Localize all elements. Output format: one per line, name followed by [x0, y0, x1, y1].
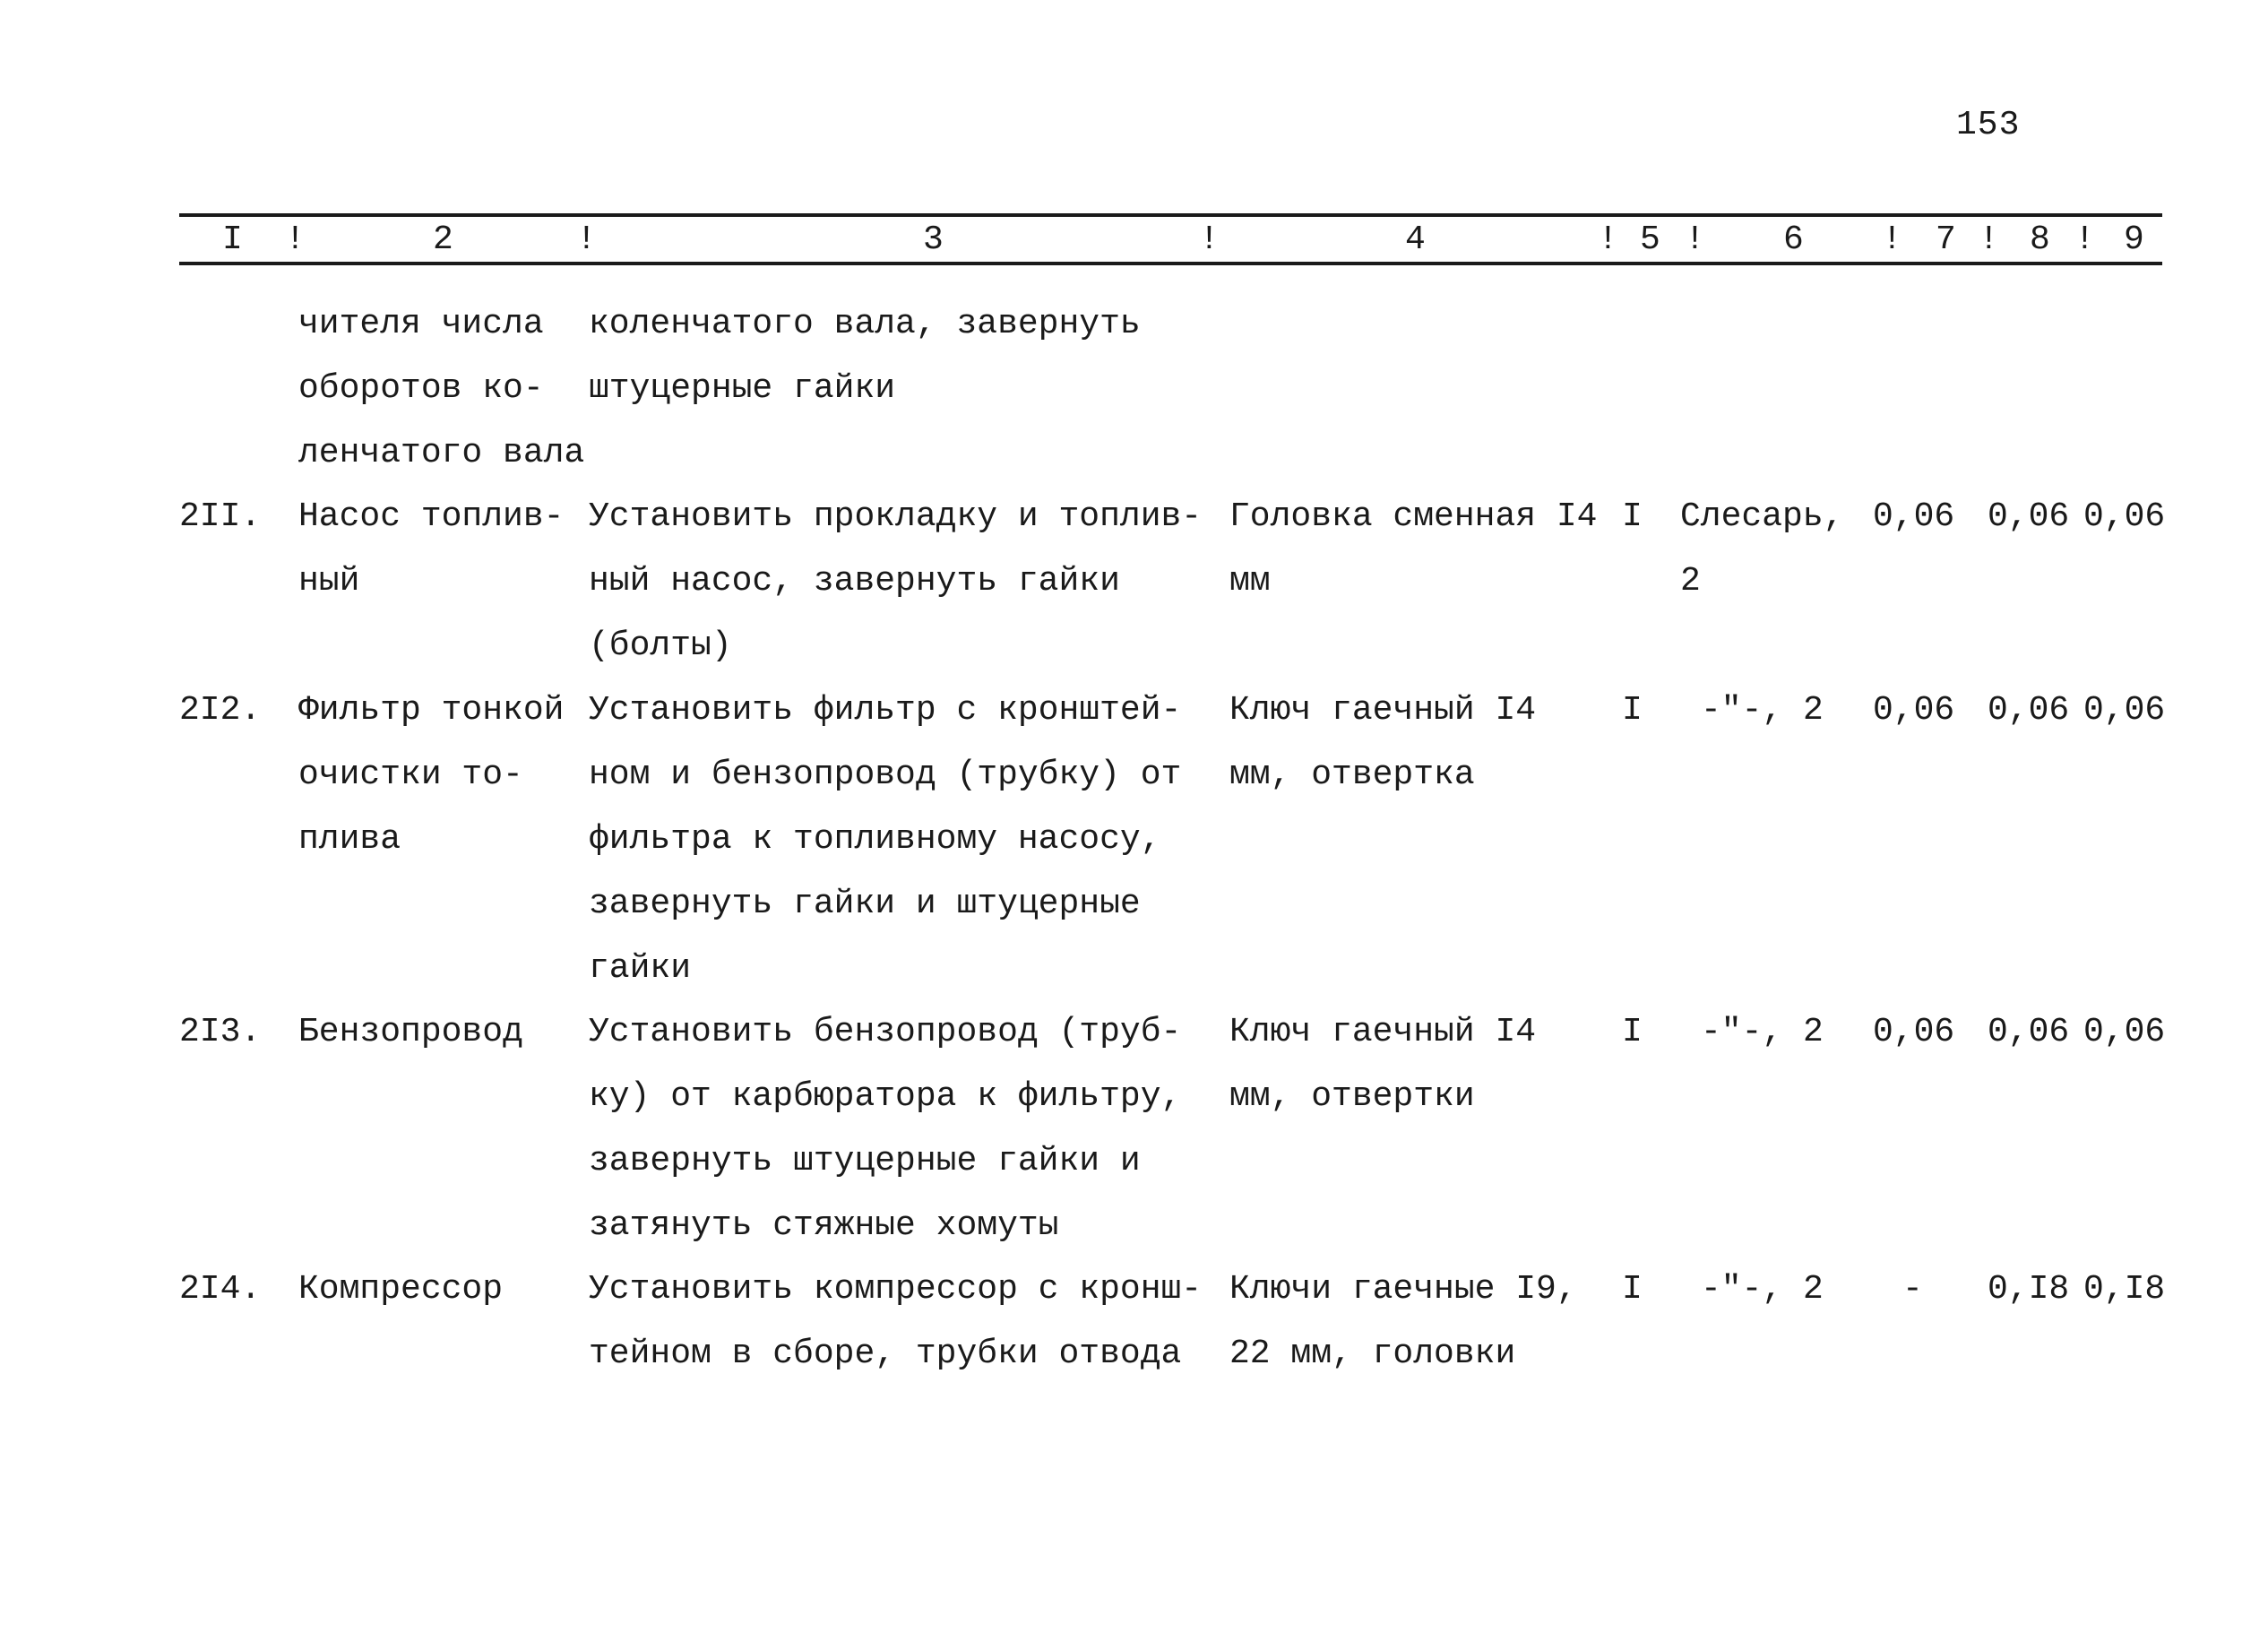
- header-sep: !: [1882, 220, 1902, 259]
- row-number: 2I2.: [179, 691, 262, 730]
- header-rule-bottom: [179, 262, 2162, 265]
- row-number: 2I3.: [179, 1013, 262, 1051]
- header-col-9: 9: [2124, 220, 2144, 259]
- header-rule-top: [179, 213, 2162, 217]
- header-sep: !: [285, 220, 306, 259]
- header-col-2: 2: [433, 220, 453, 259]
- header-col-1: I: [222, 220, 243, 259]
- header-col-4: 4: [1405, 220, 1426, 259]
- page-number: 153: [1956, 106, 2021, 144]
- header-col-5: 5: [1640, 220, 1660, 259]
- row-number: 2II.: [179, 497, 262, 536]
- header-col-6: 6: [1783, 220, 1804, 259]
- header-sep: !: [1199, 220, 1220, 259]
- header-sep: !: [576, 220, 597, 259]
- header-col-8: 8: [2030, 220, 2050, 259]
- header-sep: !: [2074, 220, 2095, 259]
- header-col-7: 7: [1936, 220, 1956, 259]
- row-number: 2I4.: [179, 1270, 262, 1309]
- header-col-3: 3: [923, 220, 944, 259]
- header-sep: !: [1979, 220, 1999, 259]
- header-sep: !: [1685, 220, 1705, 259]
- header-sep: !: [1598, 220, 1618, 259]
